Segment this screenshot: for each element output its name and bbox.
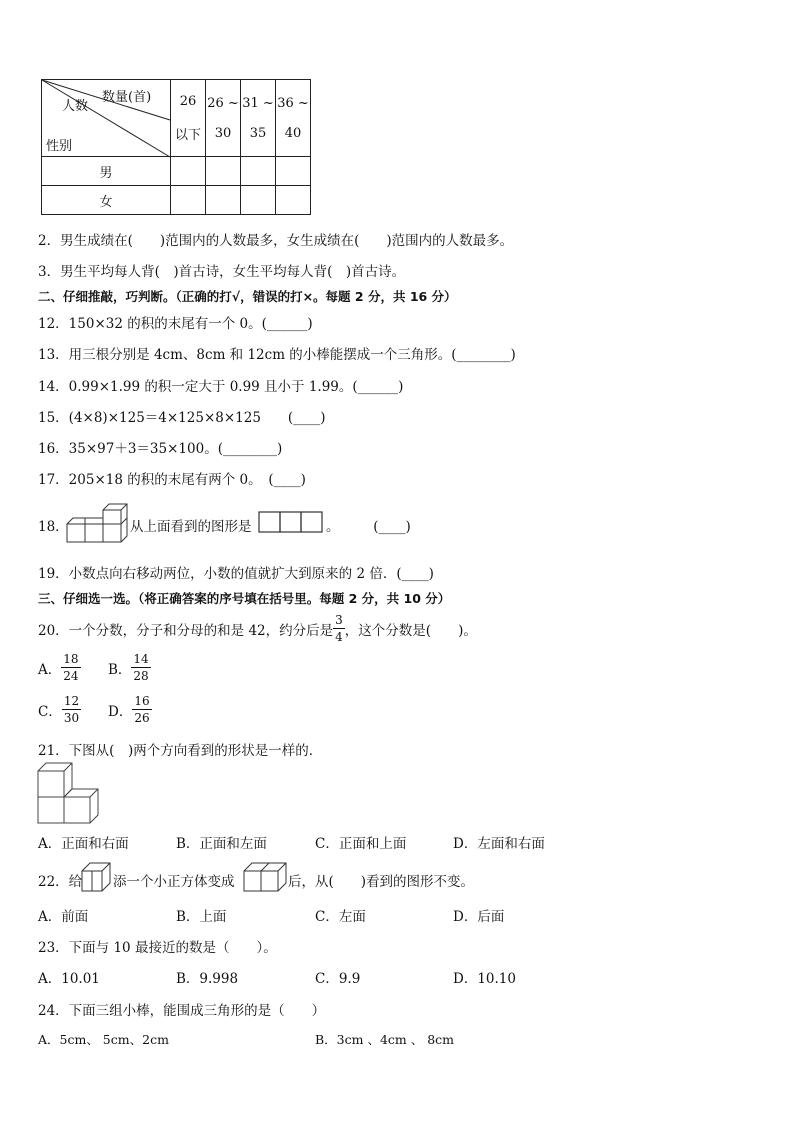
row-label-male: 男: [42, 157, 171, 186]
question-22-number: 22．给: [38, 874, 83, 890]
score-table: [41, 79, 311, 215]
option-20d: D． $\frac{16}{26}$: [108, 694, 150, 725]
option-23b: B．9.998: [176, 971, 239, 987]
question-16: 16．35×97＋3＝35×100。(________): [38, 441, 283, 457]
option-21b: B．正面和左面: [176, 836, 267, 852]
header-quantity: 数量(首): [102, 90, 152, 105]
col-header: 36 ~ 40: [276, 80, 311, 157]
question-21: 21．下图从( )两个方向看到的形状是一样的．: [38, 743, 323, 759]
cube-stack-figure: [66, 509, 130, 545]
single-cube-pair-figure: [81, 862, 111, 892]
section-2-title: 二、仔细推敲，巧判断。（正确的打√，错误的打×。每题 2 分，共 16 分）: [38, 289, 457, 304]
fraction-three-quarters: $\frac{3}{4}$: [335, 613, 343, 644]
section-3-title: 三、仔细选一选。（将正确答案的序号填在括号里。每题 2 分，共 10 分）: [38, 591, 451, 606]
option-21d: D．左面和右面: [453, 836, 545, 852]
question-12: 12．150×32 的积的末尾有一个 0。(______): [38, 316, 313, 332]
option-24a: A．5cm、 5cm、2cm: [38, 1032, 169, 1047]
question-22-text: 添一个小正方体变成: [113, 874, 235, 890]
question-3: 3．男生平均每人背( )首古诗，女生平均每人背( )首古诗。: [38, 264, 406, 280]
option-20c: C． $\frac{12}{30}$: [38, 694, 80, 725]
option-23d: D．10.10: [453, 971, 516, 987]
question-22-end: 后，从( )看到的图形不变。: [288, 874, 475, 890]
cube-arrangement-figure: [37, 762, 109, 824]
question-24: 24．下面三组小棒，能围成三角形的是（ ）: [38, 1003, 326, 1019]
option-21c: C．正面和上面: [315, 836, 407, 852]
option-21a: A．正面和右面: [38, 836, 129, 852]
col-header: 31 ~ 35: [241, 80, 276, 157]
table-diagonal-header: [42, 80, 171, 157]
option-22b: B．上面: [176, 909, 227, 925]
option-22a: A．前面: [38, 909, 89, 925]
question-2: 2．男生成绩在( )范围内的人数最多，女生成绩在( )范围内的人数最多。: [38, 233, 514, 249]
question-15: 15．(4×8)×125＝4×125×8×125 (____): [38, 410, 326, 426]
header-people: 人数: [62, 99, 89, 114]
question-14: 14．0.99×1.99 的积一定大于 0.99 且小于 1.99。(______): [38, 379, 404, 395]
option-22d: D．后面: [453, 909, 505, 925]
col-header: 26 以下: [171, 80, 206, 157]
three-cube-figure: [243, 862, 287, 892]
question-17: 17．205×18 的积的末尾有两个 0。 (____): [38, 472, 306, 488]
row-label-female: 女: [42, 186, 171, 215]
option-23c: C．9.9: [315, 971, 361, 987]
option-22c: C．左面: [315, 909, 366, 925]
question-18-text: 从上面看到的图形是: [130, 519, 252, 535]
option-20b: B． $\frac{14}{28}$: [108, 652, 149, 683]
option-20a: A． $\frac{18}{24}$: [38, 652, 79, 683]
top-view-figure: [258, 511, 324, 533]
option-23a: A．10.01: [38, 971, 100, 987]
col-header: 26 ~ 30: [206, 80, 241, 157]
header-gender: 性别: [46, 139, 73, 154]
option-24b: B．3cm 、4cm 、 8cm: [315, 1032, 455, 1047]
question-23: 23．下面与 10 最接近的数是（ ）。: [38, 940, 277, 956]
question-19: 19．小数点向右移动两位，小数的值就扩大到原来的 2 倍．(____): [38, 566, 434, 582]
question-18-number: 18．: [38, 519, 69, 535]
question-18-end: 。 (____): [326, 519, 411, 535]
question-20: 20．一个分数，分子和分母的和是 42，约分后是 $\frac{3}{4}$ ，这个分数是( )。: [38, 613, 477, 644]
question-13: 13．用三根分别是 4cm、8cm 和 12cm 的小棒能摆成一个三角形。(________): [38, 347, 516, 363]
